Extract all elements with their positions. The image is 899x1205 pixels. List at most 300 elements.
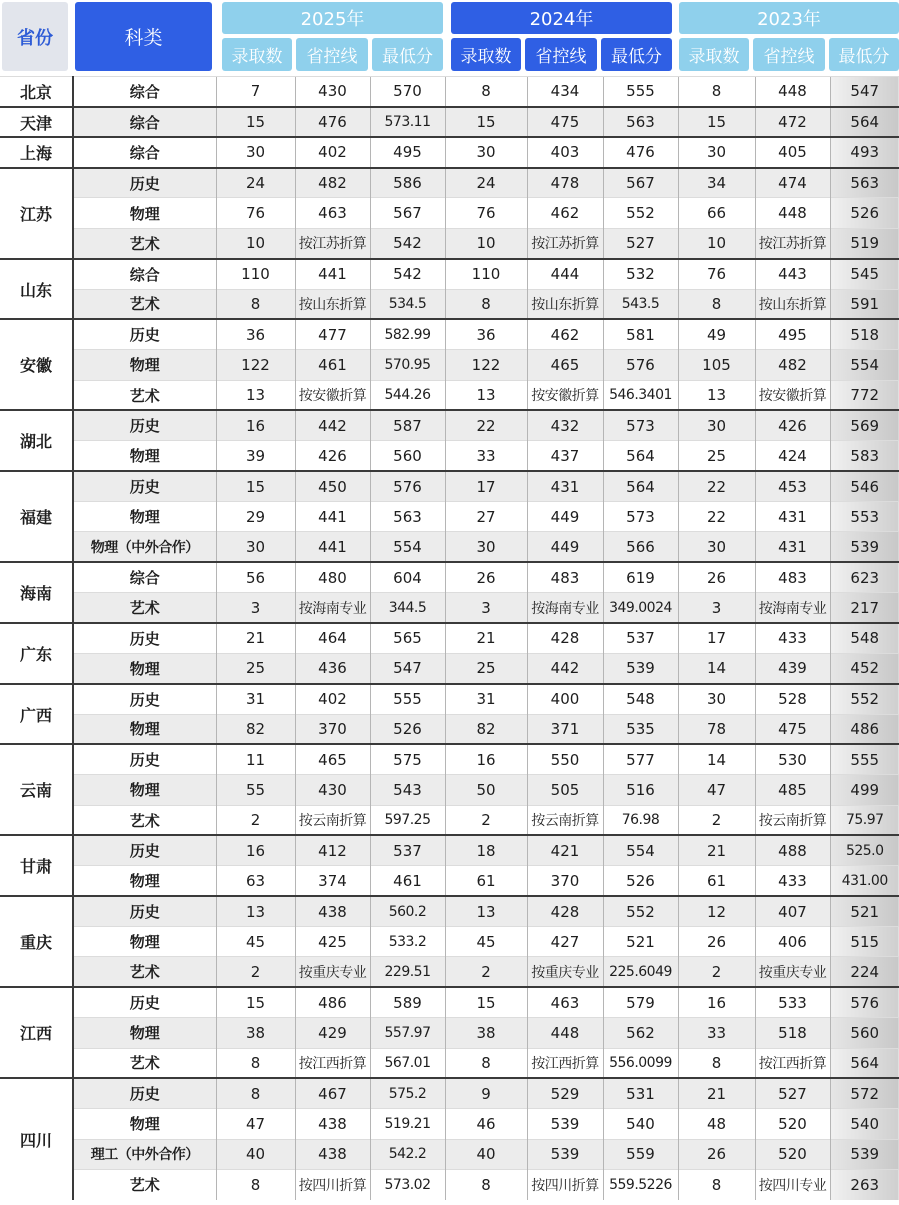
cell-2025-min-score: 344.5: [370, 593, 445, 623]
cell-2025-admitted: 2: [216, 957, 295, 987]
cell-2023-control-line: 488: [755, 835, 830, 865]
cell-2025-admitted: 21: [216, 623, 295, 653]
cell-2024-control-line: 465: [527, 350, 603, 380]
category-cell: 物理: [73, 198, 216, 228]
cell-2023-min-score: 583: [830, 441, 899, 471]
category-cell: 物理: [73, 350, 216, 380]
cell-2023-control-line: 439: [755, 653, 830, 683]
cell-2024-min-score: 552: [603, 896, 678, 926]
cell-2025-min-score: 589: [370, 987, 445, 1017]
table-row: [0, 228, 899, 258]
cell-2023-control-line: 485: [755, 775, 830, 805]
cell-2023-control-line: 482: [755, 350, 830, 380]
cell-2025-admitted: 15: [216, 987, 295, 1017]
cell-2024-control-line: 505: [527, 775, 603, 805]
table-row: [0, 987, 899, 1017]
cell-2024-min-score: 532: [603, 259, 678, 289]
table-header: [0, 0, 899, 75]
cell-2023-min-score: 540: [830, 1109, 899, 1139]
category-cell: 物理（中外合作）: [73, 532, 216, 562]
cell-2025-min-score: 573.11: [370, 107, 445, 137]
cell-2024-admitted: 31: [445, 684, 527, 714]
table-row: [0, 1048, 899, 1078]
cell-2025-control-line: 430: [295, 77, 370, 107]
cell-2025-control-line: 374: [295, 866, 370, 896]
cell-2024-min-score: 349.0024: [603, 593, 678, 623]
cell-2024-admitted: 61: [445, 866, 527, 896]
cell-2023-control-line: 520: [755, 1139, 830, 1169]
cell-2025-min-score: 570.95: [370, 350, 445, 380]
cell-2024-control-line: 428: [527, 623, 603, 653]
cell-2023-control-line: 405: [755, 137, 830, 167]
cell-2024-admitted: 16: [445, 744, 527, 774]
sub-header-2023-admitted: 录取数: [679, 38, 749, 71]
cell-2024-min-score: 564: [603, 441, 678, 471]
cell-2024-admitted: 110: [445, 259, 527, 289]
cell-2023-admitted: 14: [678, 653, 755, 683]
cell-2023-control-line: 407: [755, 896, 830, 926]
cell-2025-admitted: 36: [216, 319, 295, 349]
cell-2025-admitted: 30: [216, 137, 295, 167]
cell-2023-min-score: 563: [830, 168, 899, 198]
category-cell: 物理: [73, 927, 216, 957]
cell-2024-control-line: 462: [527, 198, 603, 228]
cell-2024-admitted: 2: [445, 957, 527, 987]
cell-2024-admitted: 38: [445, 1018, 527, 1048]
cell-2023-control-line: 495: [755, 319, 830, 349]
province-cell: 安徽: [0, 319, 73, 410]
cell-2025-admitted: 8: [216, 1048, 295, 1078]
province-cell: 福建: [0, 471, 73, 562]
cell-2025-control-line: 436: [295, 653, 370, 683]
cell-2025-admitted: 56: [216, 562, 295, 592]
cell-2023-admitted: 2: [678, 957, 755, 987]
cell-2023-admitted: 26: [678, 1139, 755, 1169]
cell-2024-admitted: 30: [445, 137, 527, 167]
cell-2023-admitted: 3: [678, 593, 755, 623]
cell-2023-min-score: 552: [830, 684, 899, 714]
cell-2024-control-line: 449: [527, 502, 603, 532]
cell-2023-min-score: 452: [830, 653, 899, 683]
cell-2023-min-score: 564: [830, 1048, 899, 1078]
cell-2024-min-score: 579: [603, 987, 678, 1017]
cell-2024-min-score: 546.3401: [603, 380, 678, 410]
year-2025-header: 2025年: [222, 2, 443, 34]
cell-2024-admitted: 30: [445, 532, 527, 562]
cell-2023-control-line: 按江西折算: [755, 1048, 830, 1078]
cell-2025-min-score: 567: [370, 198, 445, 228]
cell-2023-min-score: 545: [830, 259, 899, 289]
cell-2025-min-score: 519.21: [370, 1109, 445, 1139]
category-cell: 历史: [73, 623, 216, 653]
category-cell: 物理: [73, 1109, 216, 1139]
province-cell: 广西: [0, 684, 73, 745]
cell-2025-admitted: 40: [216, 1139, 295, 1169]
cell-2024-min-score: 581: [603, 319, 678, 349]
cell-2023-control-line: 431: [755, 502, 830, 532]
cell-2025-control-line: 464: [295, 623, 370, 653]
cell-2025-admitted: 30: [216, 532, 295, 562]
table-row: [0, 957, 899, 987]
cell-2024-min-score: 576: [603, 350, 678, 380]
sub-header-2024-control-line: 省控线: [525, 38, 597, 71]
cell-2023-min-score: 431.00: [830, 866, 899, 896]
cell-2023-control-line: 按山东折算: [755, 289, 830, 319]
category-cell: 艺术: [73, 380, 216, 410]
cell-2025-min-score: 604: [370, 562, 445, 592]
cell-2023-control-line: 按四川专业: [755, 1169, 830, 1199]
cell-2023-control-line: 518: [755, 1018, 830, 1048]
cell-2023-control-line: 448: [755, 198, 830, 228]
category-cell: 物理: [73, 441, 216, 471]
cell-2023-admitted: 26: [678, 562, 755, 592]
cell-2024-control-line: 431: [527, 471, 603, 501]
table-row: [0, 319, 899, 349]
cell-2025-admitted: 8: [216, 289, 295, 319]
cell-2025-admitted: 39: [216, 441, 295, 471]
cell-2023-admitted: 12: [678, 896, 755, 926]
cell-2025-min-score: 557.97: [370, 1018, 445, 1048]
cell-2024-admitted: 36: [445, 319, 527, 349]
cell-2023-control-line: 443: [755, 259, 830, 289]
table-row: [0, 593, 899, 623]
cell-2024-admitted: 33: [445, 441, 527, 471]
category-cell: 艺术: [73, 228, 216, 258]
cell-2024-min-score: 552: [603, 198, 678, 228]
cell-2025-min-score: 597.25: [370, 805, 445, 835]
cell-2023-control-line: 472: [755, 107, 830, 137]
table-row: [0, 653, 899, 683]
cell-2024-control-line: 按重庆专业: [527, 957, 603, 987]
cell-2024-control-line: 427: [527, 927, 603, 957]
category-cell: 历史: [73, 684, 216, 714]
cell-2025-control-line: 402: [295, 137, 370, 167]
cell-2025-min-score: 526: [370, 714, 445, 744]
table-row: [0, 380, 899, 410]
cell-2024-control-line: 539: [527, 1109, 603, 1139]
table-row: [0, 107, 899, 137]
cell-2023-control-line: 528: [755, 684, 830, 714]
category-cell: 历史: [73, 1078, 216, 1108]
cell-2025-control-line: 477: [295, 319, 370, 349]
cell-2025-control-line: 按云南折算: [295, 805, 370, 835]
cell-2025-admitted: 7: [216, 77, 295, 107]
table-row: [0, 289, 899, 319]
cell-2024-control-line: 400: [527, 684, 603, 714]
cell-2023-min-score: 623: [830, 562, 899, 592]
cell-2024-admitted: 15: [445, 107, 527, 137]
cell-2023-min-score: 576: [830, 987, 899, 1017]
cell-2025-control-line: 按江苏折算: [295, 228, 370, 258]
table-row: [0, 168, 899, 198]
cell-2024-min-score: 573: [603, 502, 678, 532]
category-cell: 理工（中外合作）: [73, 1139, 216, 1169]
cell-2023-admitted: 17: [678, 623, 755, 653]
cell-2023-control-line: 按海南专业: [755, 593, 830, 623]
table-row: [0, 441, 899, 471]
cell-2025-min-score: 573.02: [370, 1169, 445, 1199]
cell-2024-min-score: 521: [603, 927, 678, 957]
category-cell: 综合: [73, 107, 216, 137]
cell-2023-admitted: 61: [678, 866, 755, 896]
table-row: [0, 137, 899, 167]
province-cell: 湖北: [0, 410, 73, 471]
cell-2024-control-line: 按江苏折算: [527, 228, 603, 258]
cell-2023-min-score: 569: [830, 410, 899, 440]
cell-2025-control-line: 482: [295, 168, 370, 198]
cell-2023-admitted: 8: [678, 77, 755, 107]
province-cell: 甘肃: [0, 835, 73, 896]
cell-2023-min-score: 217: [830, 593, 899, 623]
cell-2025-control-line: 按江西折算: [295, 1048, 370, 1078]
cell-2025-control-line: 425: [295, 927, 370, 957]
cell-2024-admitted: 122: [445, 350, 527, 380]
cell-2023-min-score: 515: [830, 927, 899, 957]
cell-2024-control-line: 442: [527, 653, 603, 683]
cell-2025-control-line: 426: [295, 441, 370, 471]
cell-2023-min-score: 518: [830, 319, 899, 349]
cell-2023-admitted: 25: [678, 441, 755, 471]
cell-2023-control-line: 424: [755, 441, 830, 471]
province-cell: 海南: [0, 562, 73, 623]
cell-2023-admitted: 47: [678, 775, 755, 805]
cell-2024-min-score: 556.0099: [603, 1048, 678, 1078]
cell-2023-min-score: 548: [830, 623, 899, 653]
cell-2024-min-score: 562: [603, 1018, 678, 1048]
cell-2025-min-score: 582.99: [370, 319, 445, 349]
cell-2024-min-score: 527: [603, 228, 678, 258]
sub-header-2023-control-line: 省控线: [753, 38, 825, 71]
cell-2024-min-score: 619: [603, 562, 678, 592]
province-cell: 天津: [0, 107, 73, 137]
cell-2024-control-line: 475: [527, 107, 603, 137]
cell-2024-min-score: 548: [603, 684, 678, 714]
province-cell: 江苏: [0, 168, 73, 259]
cell-2023-admitted: 76: [678, 259, 755, 289]
cell-2024-min-score: 564: [603, 471, 678, 501]
table-row: [0, 562, 899, 592]
cell-2024-control-line: 449: [527, 532, 603, 562]
cell-2024-admitted: 9: [445, 1078, 527, 1108]
cell-2025-min-score: 586: [370, 168, 445, 198]
cell-2023-control-line: 527: [755, 1078, 830, 1108]
category-cell: 历史: [73, 168, 216, 198]
cell-2023-admitted: 2: [678, 805, 755, 835]
cell-2025-control-line: 按山东折算: [295, 289, 370, 319]
table-row: [0, 1078, 899, 1108]
cell-2024-control-line: 437: [527, 441, 603, 471]
table-row: [0, 835, 899, 865]
cell-2024-admitted: 21: [445, 623, 527, 653]
cell-2023-min-score: 493: [830, 137, 899, 167]
category-cell: 历史: [73, 835, 216, 865]
sub-header-2023-min-score: 最低分: [829, 38, 899, 71]
category-cell: 综合: [73, 562, 216, 592]
year-2024-header: 2024年: [451, 2, 672, 34]
sub-header-2025-min-score: 最低分: [372, 38, 443, 71]
category-cell: 综合: [73, 137, 216, 167]
cell-2025-control-line: 429: [295, 1018, 370, 1048]
cell-2023-admitted: 30: [678, 684, 755, 714]
cell-2024-admitted: 27: [445, 502, 527, 532]
cell-2024-min-score: 526: [603, 866, 678, 896]
cell-2025-min-score: 587: [370, 410, 445, 440]
category-cell: 物理: [73, 714, 216, 744]
cell-2023-control-line: 533: [755, 987, 830, 1017]
province-header: 省份: [2, 2, 68, 71]
cell-2025-min-score: 560.2: [370, 896, 445, 926]
cell-2025-control-line: 438: [295, 896, 370, 926]
cell-2024-control-line: 428: [527, 896, 603, 926]
cell-2024-control-line: 463: [527, 987, 603, 1017]
table-row: [0, 744, 899, 774]
cell-2025-control-line: 402: [295, 684, 370, 714]
cell-2023-control-line: 448: [755, 77, 830, 107]
cell-2025-admitted: 10: [216, 228, 295, 258]
cell-2024-admitted: 8: [445, 1048, 527, 1078]
cell-2023-min-score: 546: [830, 471, 899, 501]
table-row: [0, 714, 899, 744]
table-row: [0, 471, 899, 501]
cell-2024-min-score: 543.5: [603, 289, 678, 319]
category-cell: 综合: [73, 259, 216, 289]
cell-2023-admitted: 33: [678, 1018, 755, 1048]
cell-2023-admitted: 34: [678, 168, 755, 198]
cell-2025-admitted: 8: [216, 1078, 295, 1108]
category-cell: 物理: [73, 653, 216, 683]
table-row: [0, 623, 899, 653]
cell-2024-admitted: 46: [445, 1109, 527, 1139]
cell-2025-min-score: 560: [370, 441, 445, 471]
province-cell: 云南: [0, 744, 73, 835]
category-cell: 历史: [73, 744, 216, 774]
cell-2024-min-score: 540: [603, 1109, 678, 1139]
cell-2023-control-line: 483: [755, 562, 830, 592]
cell-2023-control-line: 453: [755, 471, 830, 501]
cell-2025-control-line: 480: [295, 562, 370, 592]
cell-2025-min-score: 533.2: [370, 927, 445, 957]
cell-2025-control-line: 461: [295, 350, 370, 380]
cell-2025-min-score: 534.5: [370, 289, 445, 319]
cell-2025-min-score: 575.2: [370, 1078, 445, 1108]
cell-2023-control-line: 530: [755, 744, 830, 774]
table-row: [0, 259, 899, 289]
cell-2023-min-score: 554: [830, 350, 899, 380]
category-cell: 物理: [73, 1018, 216, 1048]
cell-2025-control-line: 465: [295, 744, 370, 774]
cell-2023-min-score: 224: [830, 957, 899, 987]
admission-table: [0, 76, 899, 1200]
cell-2024-control-line: 370: [527, 866, 603, 896]
cell-2024-min-score: 567: [603, 168, 678, 198]
cell-2025-control-line: 450: [295, 471, 370, 501]
cell-2025-control-line: 430: [295, 775, 370, 805]
cell-2024-min-score: 566: [603, 532, 678, 562]
cell-2024-control-line: 按江西折算: [527, 1048, 603, 1078]
cell-2024-min-score: 573: [603, 410, 678, 440]
cell-2025-control-line: 438: [295, 1109, 370, 1139]
table-row: [0, 866, 899, 896]
cell-2024-admitted: 22: [445, 410, 527, 440]
cell-2025-admitted: 3: [216, 593, 295, 623]
cell-2024-min-score: 516: [603, 775, 678, 805]
category-cell: 历史: [73, 410, 216, 440]
cell-2023-admitted: 22: [678, 471, 755, 501]
table-row: [0, 532, 899, 562]
cell-2025-min-score: 537: [370, 835, 445, 865]
cell-2024-control-line: 448: [527, 1018, 603, 1048]
table-row: [0, 77, 899, 107]
cell-2025-control-line: 441: [295, 532, 370, 562]
cell-2025-admitted: 8: [216, 1169, 295, 1199]
table-row: [0, 896, 899, 926]
cell-2023-min-score: 539: [830, 532, 899, 562]
cell-2025-min-score: 543: [370, 775, 445, 805]
cell-2023-admitted: 48: [678, 1109, 755, 1139]
cell-2025-min-score: 542.2: [370, 1139, 445, 1169]
cell-2024-control-line: 按安徽折算: [527, 380, 603, 410]
cell-2024-admitted: 2: [445, 805, 527, 835]
cell-2023-min-score: 564: [830, 107, 899, 137]
cell-2024-control-line: 按四川折算: [527, 1169, 603, 1199]
cell-2024-admitted: 8: [445, 77, 527, 107]
cell-2023-min-score: 560: [830, 1018, 899, 1048]
cell-2024-control-line: 371: [527, 714, 603, 744]
cell-2025-min-score: 542: [370, 259, 445, 289]
cell-2025-admitted: 122: [216, 350, 295, 380]
cell-2023-control-line: 433: [755, 866, 830, 896]
category-cell: 艺术: [73, 1169, 216, 1199]
province-cell: 重庆: [0, 896, 73, 987]
cell-2023-min-score: 263: [830, 1169, 899, 1199]
cell-2023-min-score: 553: [830, 502, 899, 532]
cell-2023-min-score: 75.97: [830, 805, 899, 835]
category-cell: 物理: [73, 775, 216, 805]
cell-2023-admitted: 8: [678, 289, 755, 319]
cell-2024-min-score: 559.5226: [603, 1169, 678, 1199]
province-cell: 广东: [0, 623, 73, 684]
cell-2025-admitted: 110: [216, 259, 295, 289]
cell-2025-min-score: 576: [370, 471, 445, 501]
cell-2023-admitted: 30: [678, 137, 755, 167]
cell-2023-admitted: 105: [678, 350, 755, 380]
cell-2025-admitted: 24: [216, 168, 295, 198]
cell-2024-control-line: 529: [527, 1078, 603, 1108]
category-cell: 艺术: [73, 289, 216, 319]
cell-2024-min-score: 563: [603, 107, 678, 137]
cell-2024-control-line: 432: [527, 410, 603, 440]
cell-2023-min-score: 772: [830, 380, 899, 410]
cell-2023-control-line: 474: [755, 168, 830, 198]
table-row: [0, 1109, 899, 1139]
cell-2025-control-line: 按安徽折算: [295, 380, 370, 410]
cell-2025-admitted: 13: [216, 896, 295, 926]
cell-2025-min-score: 567.01: [370, 1048, 445, 1078]
sub-header-2024-admitted: 录取数: [451, 38, 521, 71]
cell-2023-admitted: 8: [678, 1048, 755, 1078]
cell-2025-control-line: 412: [295, 835, 370, 865]
sub-header-2025-control-line: 省控线: [296, 38, 368, 71]
cell-2025-control-line: 按海南专业: [295, 593, 370, 623]
table-row: [0, 410, 899, 440]
cell-2025-admitted: 38: [216, 1018, 295, 1048]
cell-2024-min-score: 554: [603, 835, 678, 865]
category-cell: 物理: [73, 866, 216, 896]
cell-2023-admitted: 21: [678, 1078, 755, 1108]
cell-2024-admitted: 18: [445, 835, 527, 865]
cell-2023-control-line: 按江苏折算: [755, 228, 830, 258]
cell-2025-min-score: 547: [370, 653, 445, 683]
